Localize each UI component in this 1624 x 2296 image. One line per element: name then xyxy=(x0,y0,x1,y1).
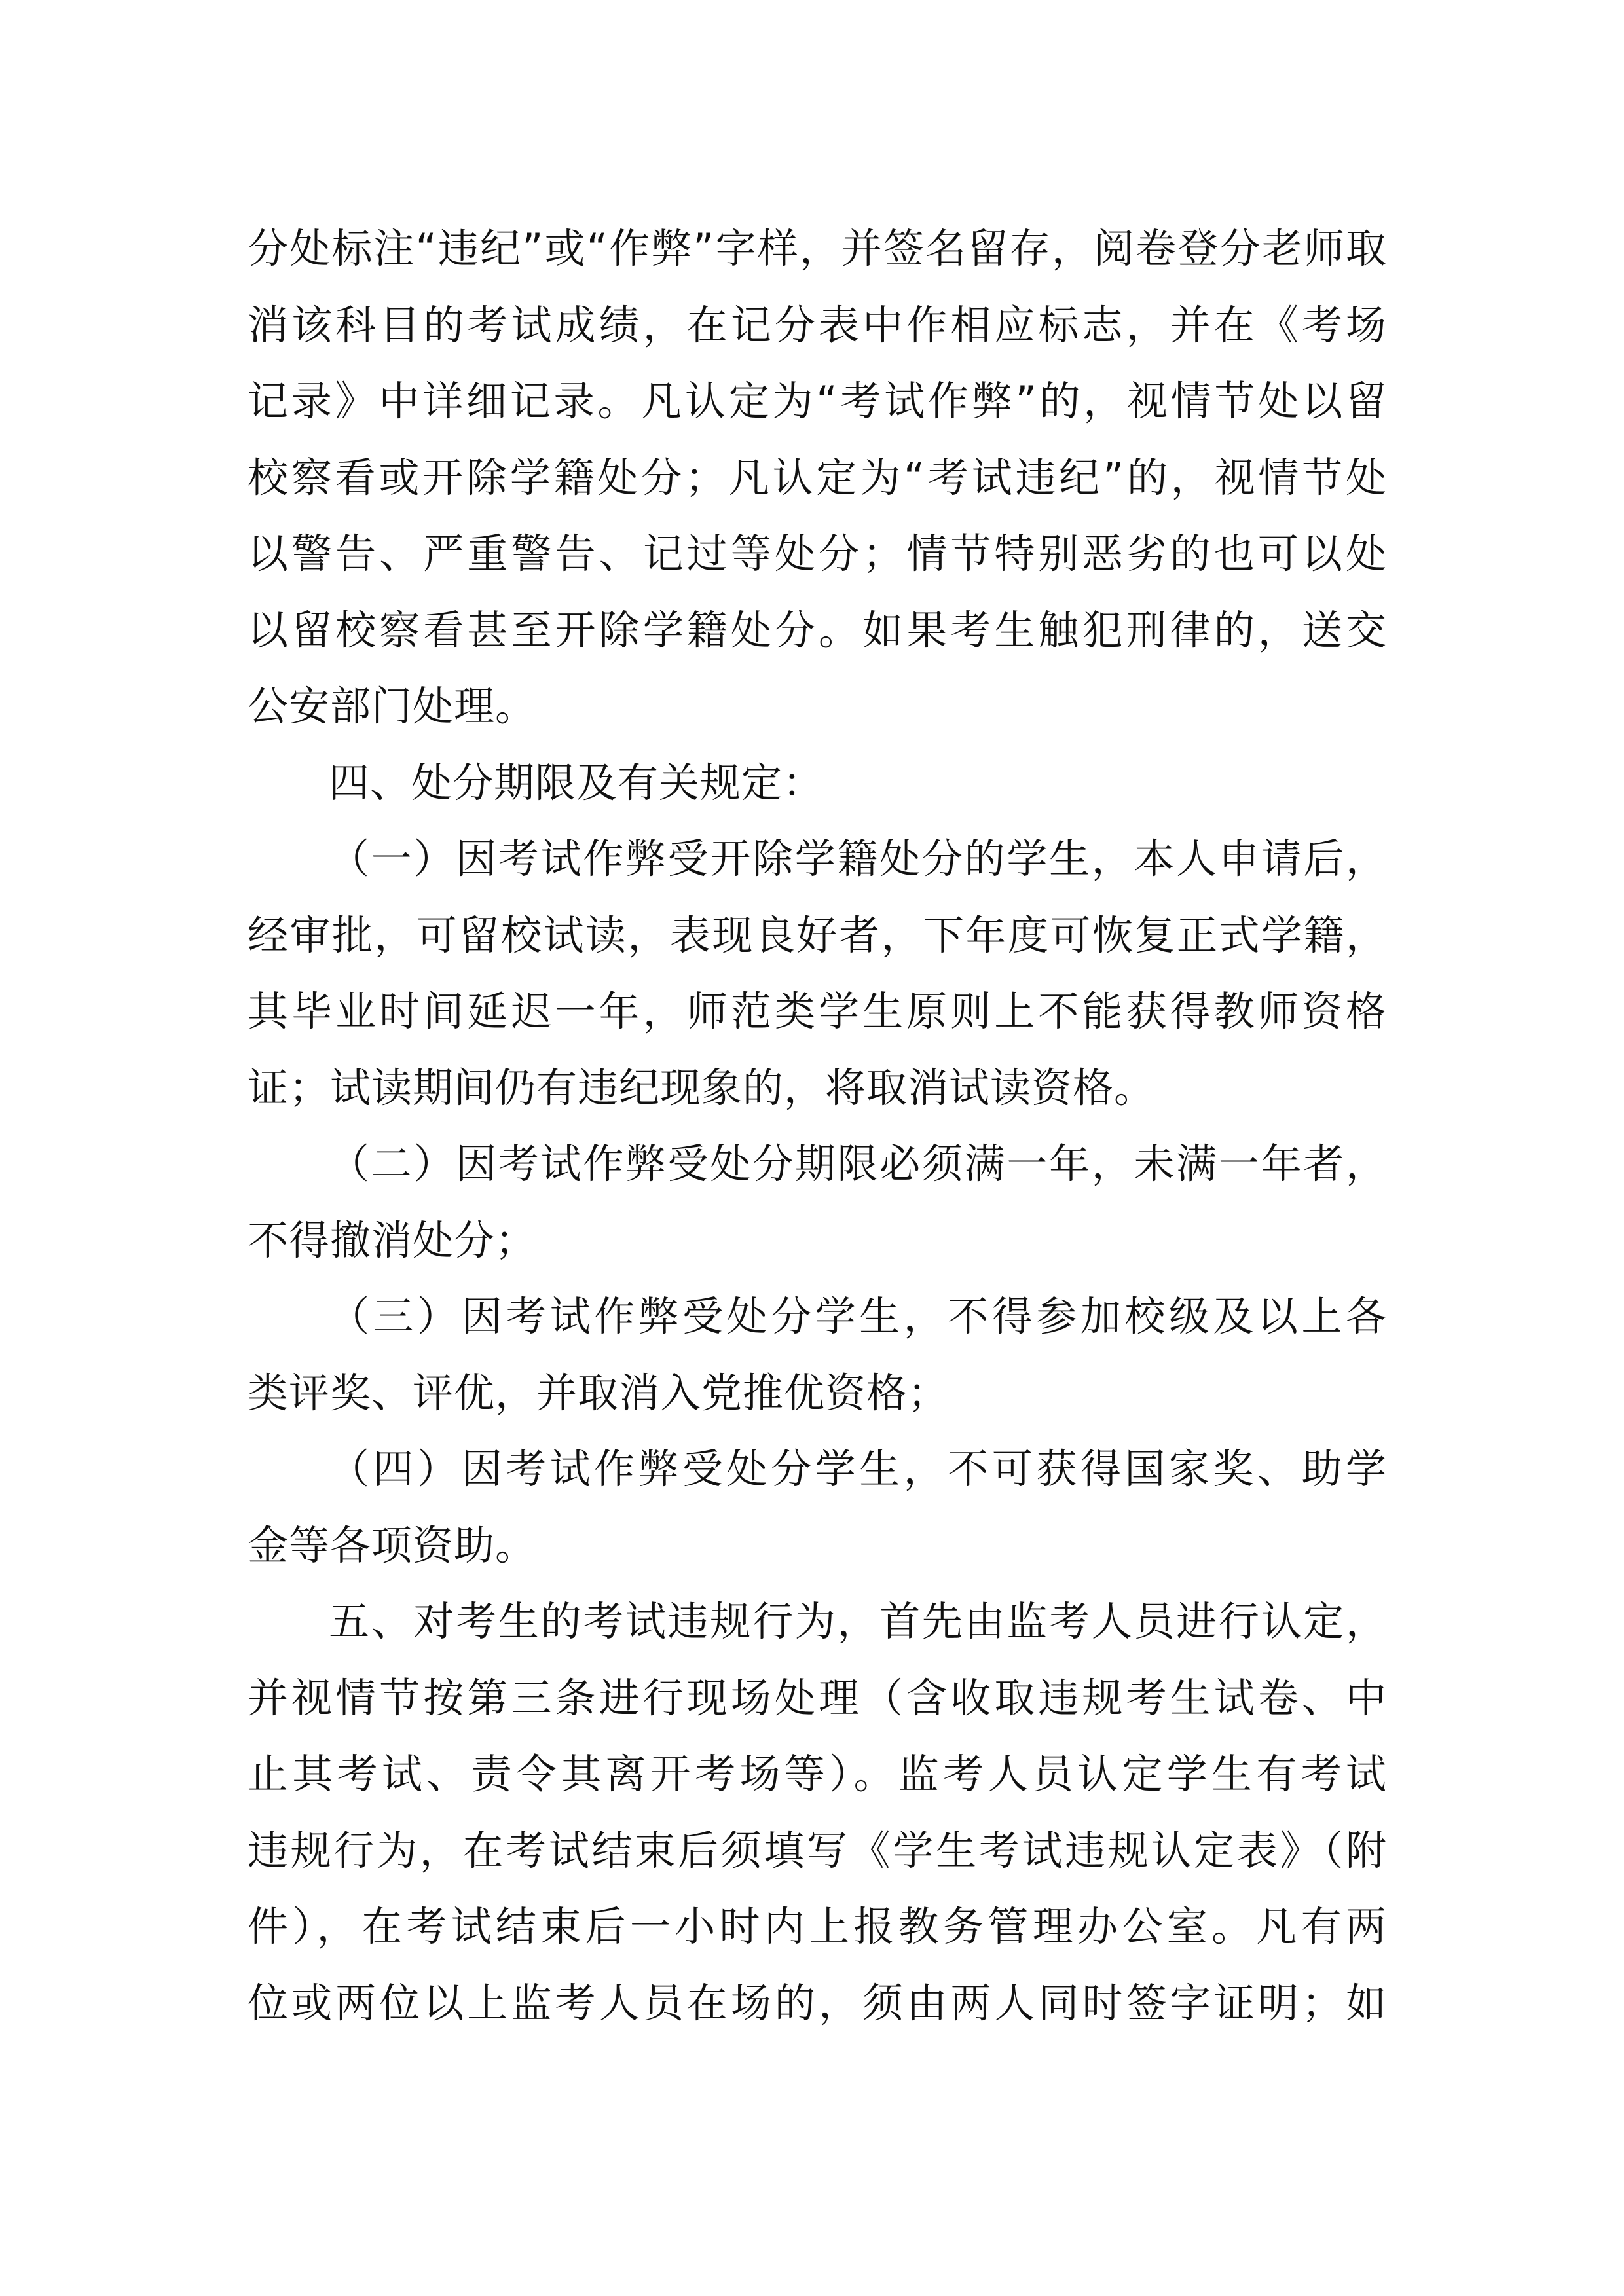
text-line: 以留校察看甚至开除学籍处分。如果考生触犯刑律的，送交 xyxy=(248,606,1387,654)
paragraph-item-2 xyxy=(248,1126,1387,1279)
text-line: （三）因考试作弊受处分学生，不得参加校级及以上各 xyxy=(329,1292,1387,1340)
paragraph-item-4 xyxy=(248,1431,1387,1584)
text-line: 校察看或开除学籍处分；凡认定为“考试违纪”的，视情节处 xyxy=(248,453,1387,501)
text-line: 经审批，可留校试读，表现良好者，下年度可恢复正式学籍， xyxy=(248,911,1387,959)
text-line: 并视情节按第三条进行现场处理（含收取违规考生试卷、中 xyxy=(248,1673,1387,1722)
paragraph-item-1 xyxy=(248,821,1387,1126)
text-line: 五、对考生的考试违规行为，首先由监考人员进行认定， xyxy=(329,1597,1387,1645)
paragraph-item-3 xyxy=(248,1279,1387,1431)
text-line: 消该科目的考试成绩，在记分表中作相应标志，并在《考场 xyxy=(248,301,1387,349)
text-line: （一）因考试作弊受开除学籍处分的学生，本人申请后， xyxy=(329,835,1387,883)
text-line: 金等各项资助。 xyxy=(248,1521,537,1569)
text-line: 四、处分期限及有关规定： xyxy=(329,758,824,807)
text-line: 其毕业时间延迟一年，师范类学生原则上不能获得教师资格 xyxy=(248,987,1387,1035)
text-line: 分处标注“违纪”或“作弊”字样，并签名留存，阅卷登分老师取 xyxy=(248,225,1387,272)
text-line: 公安部门处理。 xyxy=(248,682,537,730)
text-line: 以警告、严重警告、记过等处分；情节特别恶劣的也可以处 xyxy=(248,530,1387,577)
document-body xyxy=(248,211,1387,2041)
text-line: 违规行为，在考试结束后须填写《学生考试违规认定表》（附 xyxy=(248,1826,1387,1874)
text-line: 记录》中详细记录。凡认定为“考试作弊”的，视情节处以留 xyxy=(248,377,1387,425)
section-heading-four xyxy=(248,745,1387,822)
text-line: 止其考试、责令其离开考场等）。监考人员认定学生有考试 xyxy=(248,1750,1387,1798)
text-line: 证；试读期间仍有违纪现象的，将取消试读资格。 xyxy=(248,1063,1156,1112)
text-line: 不得撤消处分； xyxy=(248,1216,537,1264)
text-line: 件），在考试结束后一小时内上报教务管理办公室。凡有两 xyxy=(248,1903,1387,1950)
section-paragraph-five xyxy=(248,1584,1387,2041)
text-line: 类评奖、评优，并取消入党推优资格； xyxy=(248,1368,950,1417)
text-line: （二）因考试作弊受处分期限必须满一年，未满一年者， xyxy=(329,1140,1387,1188)
text-line: 位或两位以上监考人员在场的，须由两人同时签字证明；如 xyxy=(248,1978,1387,2027)
text-line: （四）因考试作弊受处分学生，不可获得国家奖、助学 xyxy=(329,1445,1387,1493)
paragraph-penalty-handling xyxy=(248,211,1387,745)
